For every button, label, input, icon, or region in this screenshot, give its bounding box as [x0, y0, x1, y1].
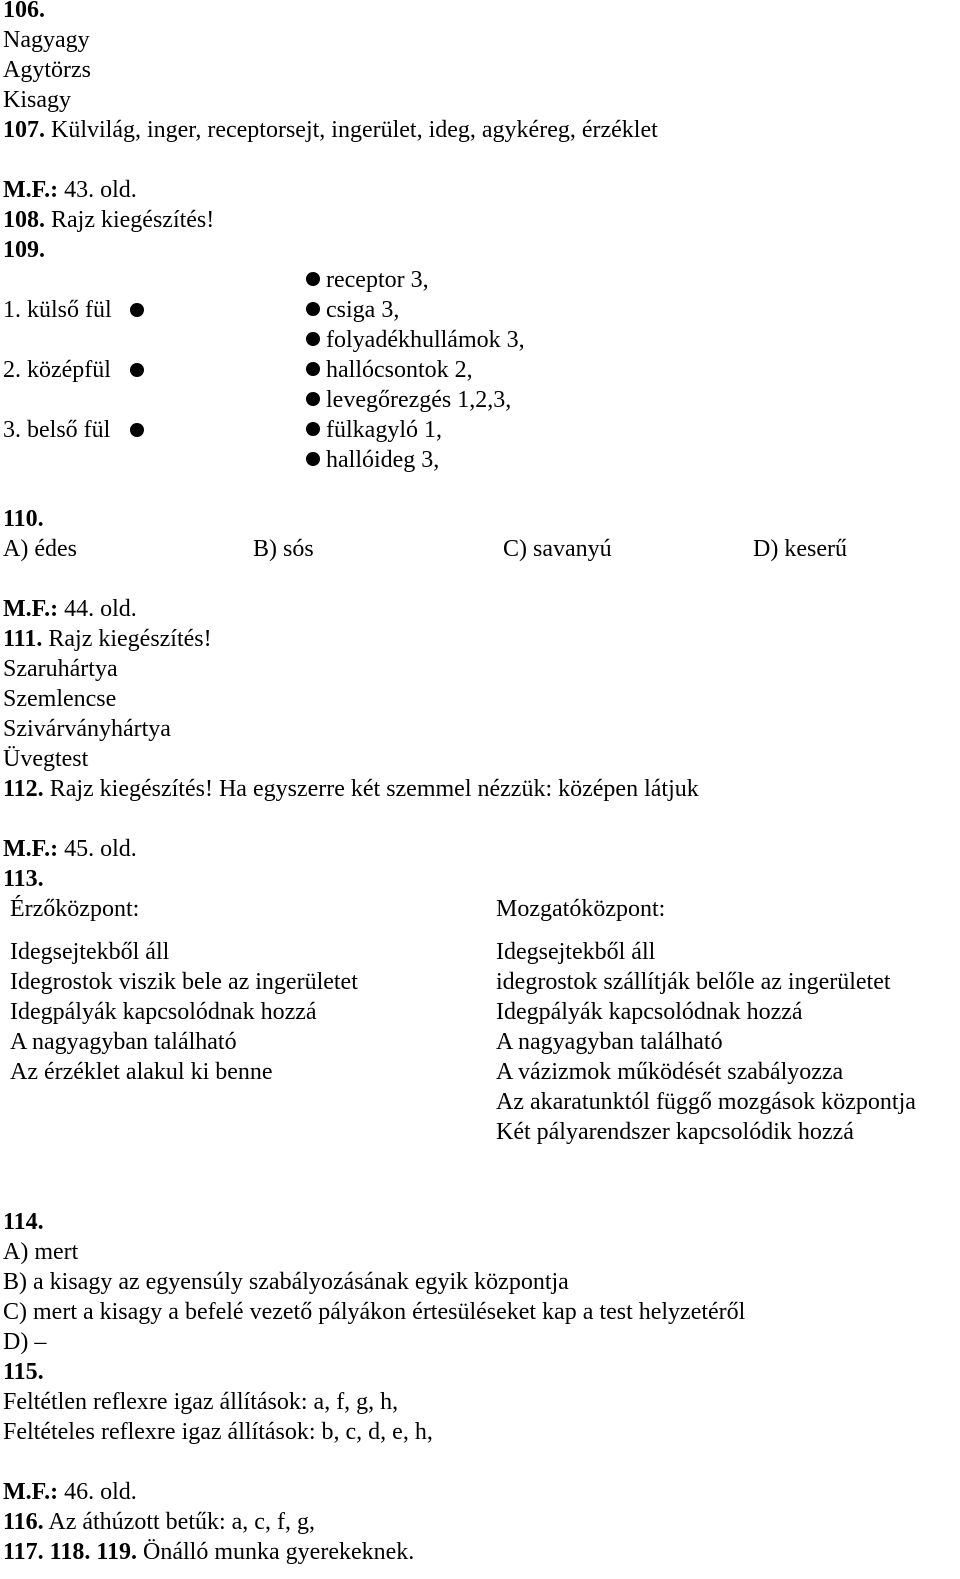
bullet-icon: [130, 363, 144, 377]
bullet-icon: [306, 302, 320, 316]
q113-left-title: Érzőközpont:: [10, 896, 140, 922]
q115-line: Feltételes reflexre igaz állítások: b, c, d, e, h,: [3, 1419, 433, 1445]
q110-option: D) keserű: [753, 536, 847, 562]
q109-left-item: 3. belső fül: [3, 417, 111, 443]
q109-left-item: 2. középfül: [3, 357, 111, 383]
q110-option: A) édes: [3, 536, 77, 562]
q114-answer: D) –: [3, 1329, 47, 1355]
bullet-icon: [306, 332, 320, 346]
q113-right-item: Az akaratunktól függő mozgások központja: [496, 1089, 916, 1115]
bullet-icon: [306, 392, 320, 406]
q111-item: Szaruhártya: [3, 656, 118, 682]
mf-page-ref: M.F.: 43. old.: [3, 177, 137, 203]
q115-line: Feltétlen reflexre igaz állítások: a, f, g, h,: [3, 1389, 399, 1415]
q111-item: Üvegtest: [3, 746, 89, 772]
q114-answer: C) mert a kisagy a befelé vezető pályákon értesüléseket kap a test helyzetéről: [3, 1299, 746, 1325]
q106-item: Agytörzs: [3, 57, 91, 83]
q113-right-item: Idegpályák kapcsolódnak hozzá: [496, 999, 803, 1025]
q114-answer: A) mert: [3, 1239, 79, 1265]
q113-left-item: A nagyagyban található: [10, 1029, 237, 1055]
q113-right-item: idegrostok szállítják belőle az ingerületet: [496, 969, 891, 995]
q109-right-item: fülkagyló 1,: [306, 415, 442, 445]
q110-option: B) sós: [253, 536, 314, 562]
q113-left-item: Idegpályák kapcsolódnak hozzá: [10, 999, 317, 1025]
q113-right-item: Két pályarendszer kapcsolódik hozzá: [496, 1119, 854, 1145]
q113-right-item: Idegsejtekből áll: [496, 939, 656, 965]
q109-right-item: receptor 3,: [306, 265, 429, 295]
q111-item: Szemlencse: [3, 686, 117, 712]
q109-left-item: 1. külső fül: [3, 297, 112, 323]
q110-option: C) savanyú: [503, 536, 612, 562]
q113-left-item: Idegrostok viszik bele az ingerületet: [10, 969, 358, 995]
q114-number: 114.: [3, 1209, 44, 1235]
q109-right-item: hallóideg 3,: [306, 445, 439, 475]
q109-right-item: folyadékhullámok 3,: [306, 325, 525, 355]
q109-right-item: levegőrezgés 1,2,3,: [306, 385, 511, 415]
q107-line: 107. Külvilág, inger, receptorsejt, ingerület, ideg, agykéreg, érzéklet: [3, 117, 658, 143]
q113-right-title: Mozgatóközpont:: [496, 896, 666, 922]
q108-line: 108. Rajz kiegészítés!: [3, 207, 215, 233]
mf-page-ref: M.F.: 44. old.: [3, 596, 137, 622]
q109-right-item: csiga 3,: [306, 295, 399, 325]
q110-number: 110.: [3, 506, 44, 532]
bullet-icon: [306, 272, 320, 286]
q113-right-item: A vázizmok működését szabályozza: [496, 1059, 844, 1085]
q106-number: 106.: [3, 0, 45, 23]
q116-line: 116. Az áthúzott betűk: a, c, f, g,: [3, 1509, 315, 1535]
q113-right-item: A nagyagyban található: [496, 1029, 723, 1055]
bullet-icon: [130, 423, 144, 437]
q117-line: 117. 118. 119. Önálló munka gyerekeknek.: [3, 1539, 415, 1565]
bullet-icon: [130, 303, 144, 317]
q112-line: 112. Rajz kiegészítés! Ha egyszerre két szemmel nézzük: középen látjuk: [3, 776, 699, 802]
q113-left-item: Az érzéklet alakul ki benne: [10, 1059, 273, 1085]
bullet-icon: [306, 452, 320, 466]
q106-item: Nagyagy: [3, 27, 90, 53]
q109-number: 109.: [3, 237, 45, 263]
q109-right-item: hallócsontok 2,: [306, 355, 473, 385]
bullet-icon: [306, 362, 320, 376]
bullet-icon: [306, 422, 320, 436]
q113-number: 113.: [3, 866, 44, 892]
q113-left-item: Idegsejtekből áll: [10, 939, 170, 965]
mf-page-ref: M.F.: 46. old.: [3, 1479, 137, 1505]
mf-page-ref: M.F.: 45. old.: [3, 836, 137, 862]
q115-number: 115.: [3, 1359, 44, 1385]
q106-item: Kisagy: [3, 87, 71, 113]
q111-item: Szivárványhártya: [3, 716, 171, 742]
q111-line: 111. Rajz kiegészítés!: [3, 626, 212, 652]
q114-answer: B) a kisagy az egyensúly szabályozásának egyik központja: [3, 1269, 569, 1295]
